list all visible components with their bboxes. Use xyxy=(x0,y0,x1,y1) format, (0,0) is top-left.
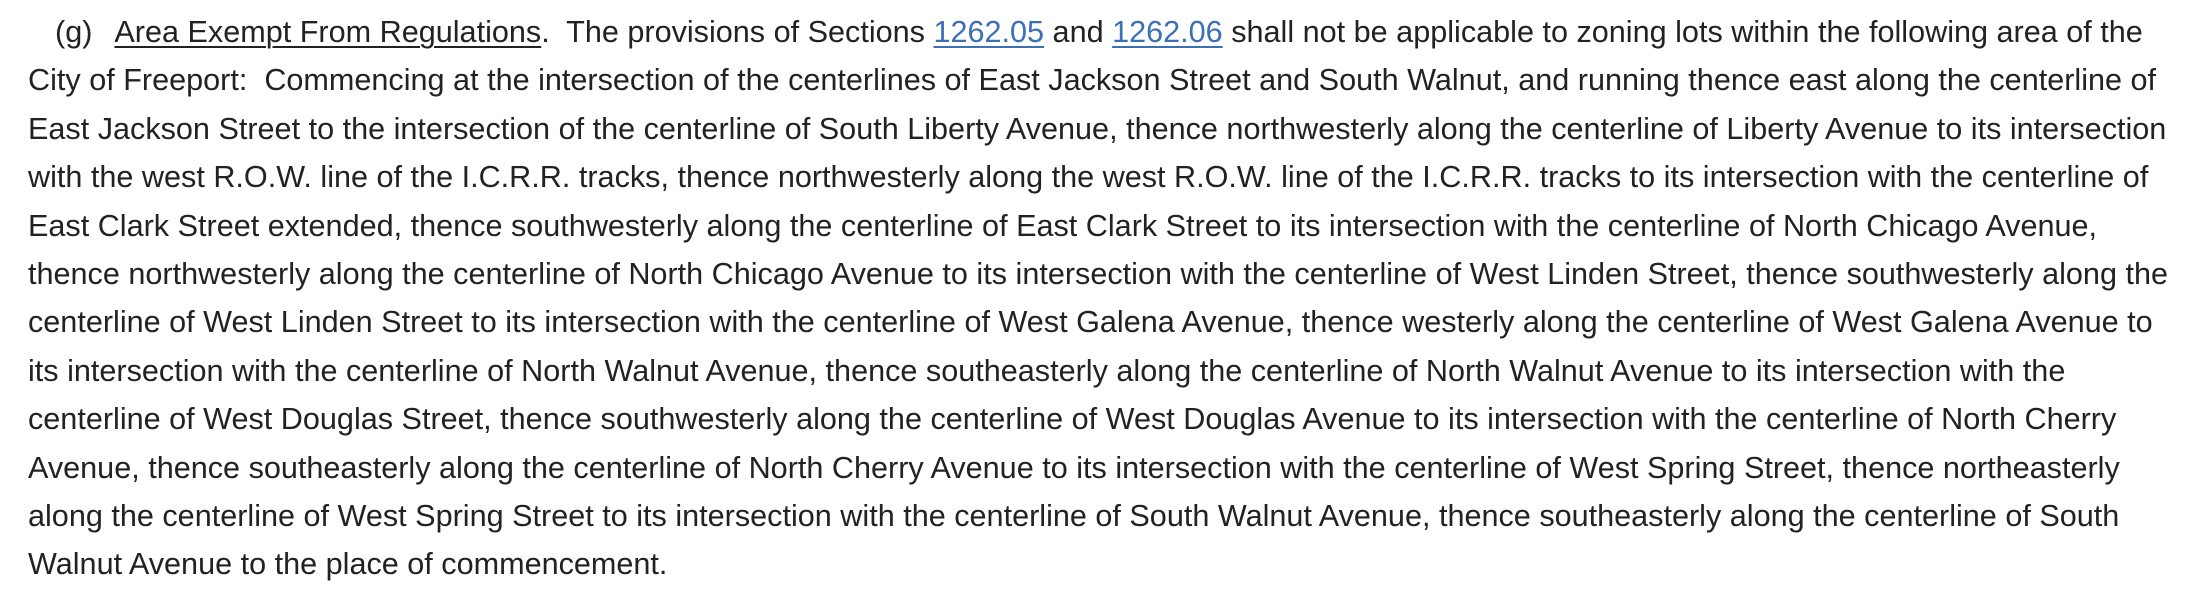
links-conjunction-text: and xyxy=(1044,15,1113,49)
provisions-intro-text: The provisions of Sections xyxy=(549,15,934,49)
paragraph-label: (g) xyxy=(55,15,93,49)
paragraph-title-period: . xyxy=(541,15,550,49)
ordinance-paragraph-g xyxy=(28,8,2178,589)
section-1262-06-link[interactable]: 1262.06 xyxy=(1112,15,1223,49)
paragraph-title: Area Exempt From Regulations xyxy=(114,15,542,49)
section-1262-05-link[interactable]: 1262.05 xyxy=(933,15,1045,49)
paragraph-body-text: shall not be applicable to zoning lots within the following area of the City of Freeport: Commencing at the intersection of the centerlines of East Jackson Street and South Walnut, and running thence east along the centerline of East Jackson Street to the intersection of the centerline of South Liberty Avenue, thence northwesterly along the centerline of Liberty Avenue to its intersection with the west R.O.W. line of the I.C.R.R. tracks, thence northwesterly along the west R.O.W. line of the I.C.R.R. tracks to its intersection with the centerline of East Clark Street extended, thence southwesterly along the centerline of East Clark Street to its intersection with the centerline of North Chicago Avenue, thence northwesterly along the centerline of North Chicago Avenue to its intersection with the centerline of West Linden Street, thence southwesterly along the centerline of West Linden Street to its intersection with the centerline of West Galena Avenue, thence westerly along the centerline of West Galena Avenue to its intersection with the centerline of North Walnut Avenue, thence southeasterly along the centerline of North Walnut Avenue to its intersection with the centerline of West Douglas Street, thence southwesterly along the centerline of West Douglas Avenue to its intersection with the centerline of North Cherry Avenue, thence southeasterly along the centerline of North Cherry Avenue to its intersection with the centerline of West Spring Street, thence northeasterly along the centerline of West Spring Street to its intersection with the centerline of South Walnut Avenue, thence southeasterly along the centerline of South Walnut Avenue to the place of commencement. xyxy=(28,15,2177,582)
